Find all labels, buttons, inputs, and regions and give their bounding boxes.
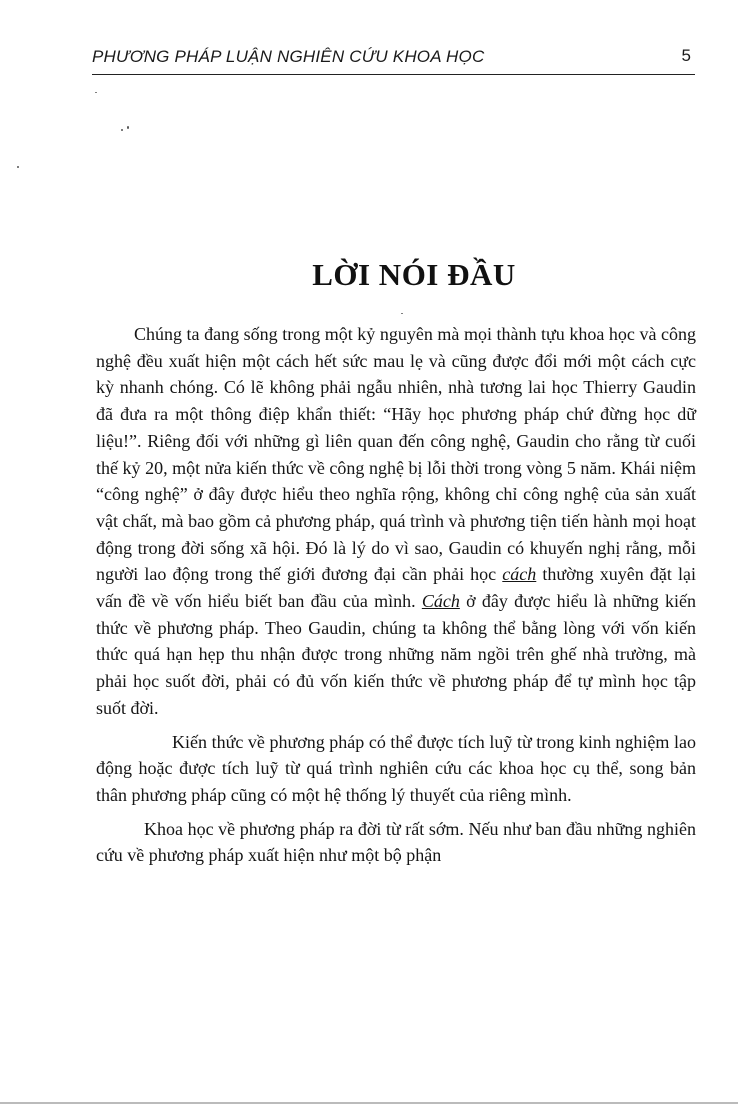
paragraph-3: Khoa học về phương pháp ra đời từ rất sớm. Nếu như ban đầu những nghiên cứu về phương pháp xuất hiện như một bộ phận: [96, 818, 696, 866]
paragraph-1-part-a: Chúng ta đang sống trong một kỷ nguyên mà mọi thành tựu khoa học và công nghệ đều xuất hiện một cách hết sức mau lẹ và cũng được đổi mới một cách cực kỳ nhanh chóng. Có lẽ không phải ngẫu nhiên, nhà tương lai học Thierry Gaudin đã đưa ra một thông điệp khẩn thiết: “Hãy học phương pháp chứ đừng học dữ liệu!”. Riêng đối với những gì liên quan đến công nghệ, Gaudin cho rằng từ cuối thế kỷ 20, một nửa kiến thức về công nghệ bị lỗi thời trong vòng 5 năm. Khái niệm “công nghệ” ở đây được hiểu theo nghĩa rộng, không chỉ công nghệ của sản xuất vật chất, mà bao gồm cả phương pháp, quá trình và phương tiện tiến hành mọi hoạt động trong đời sống xã hội. Đó là lý do vì sao, Gaudin có khuyến nghị rằng, mỗi người lao động trong thế giới đương đại cần phải học: [96, 324, 696, 585]
scan-bottom-edge: [0, 1102, 738, 1104]
scan-speck: [17, 166, 19, 168]
scan-speck: [127, 126, 129, 129]
scan-speck: [401, 313, 403, 314]
emphasis-cach: cách: [502, 564, 537, 585]
scan-speck: [121, 129, 123, 131]
page-number: 5: [681, 46, 691, 65]
running-title: PHƯƠNG PHÁP LUẬN NGHIÊN CỨU KHOA HỌC: [92, 47, 485, 66]
scan-speck: [95, 92, 97, 93]
body-text: [96, 321, 696, 869]
paragraph-2: Kiến thức về phương pháp có thể được tích luỹ từ trong kinh nghiệm lao động hoặc được tích luỹ từ quá trình nghiên cứu các khoa học cụ thể, song bản thân phương pháp cũng có một hệ thống lý thuyết của riêng mình.: [96, 731, 696, 805]
emphasis-cach-2: Cách: [421, 591, 460, 612]
chapter-title: LỜI NÓI ĐẦU: [312, 256, 516, 292]
paragraph-1-part-c: ở đây được hiểu là những kiến thức về phương pháp. Theo Gaudin, chúng ta không thể bằng lòng với vốn kiến thức quá hạn hẹp thu nhận được trong những năm ngồi trên ghế nhà trường, mà phải học suốt đời, phải có đủ vốn kiến thức về phương pháp để tự mình học tập suốt đời.: [96, 591, 697, 718]
paragraph-1-part-b: thường xuyên đặt lại vấn đề về vốn hiểu biết ban đầu của mình.: [96, 564, 697, 612]
paragraph-1: [96, 321, 696, 722]
running-header: [92, 44, 695, 75]
